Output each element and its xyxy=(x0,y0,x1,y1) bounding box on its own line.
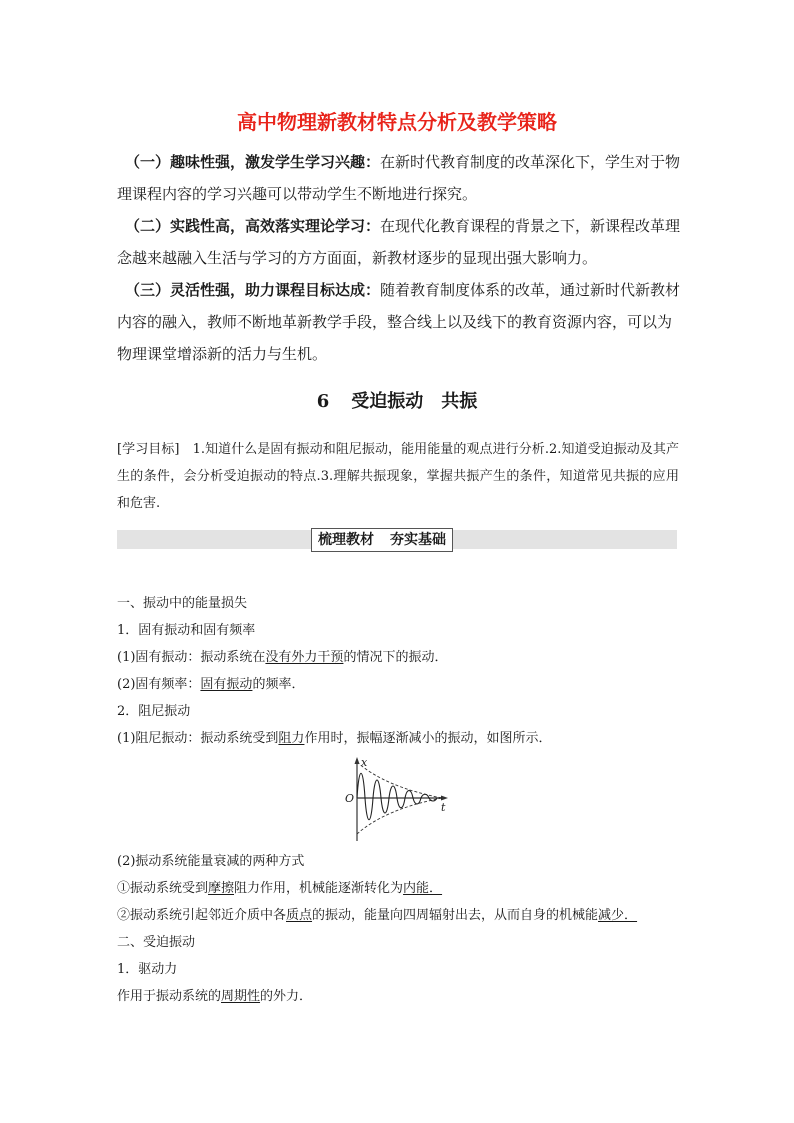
intro-paragraph-2 xyxy=(117,210,683,274)
heading-natural-vibration: 1．固有振动和固有频率 xyxy=(117,623,256,638)
lesson-heading xyxy=(0,387,794,413)
text-span: (1)阻尼振动：振动系统受到 xyxy=(117,731,279,746)
text-span: 作用时，振幅逐渐减小的振动，如图所示． xyxy=(304,731,552,746)
text-span: 的情况下的振动． xyxy=(343,650,448,665)
underlined-answer: 摩擦 xyxy=(208,881,235,896)
learning-goals: [学习目标] 1.知道什么是固有振动和阻尼振动，能用能量的观点进行分析.2.知道受迫振动及其产生的条件，会分析受迫振动的特点.3.理解共振现象，掌握共振产生的条件，知道常见共振的应用和危害. xyxy=(117,442,679,511)
heading-energy-loss: 一、振动中的能量损失 xyxy=(117,596,248,611)
line-natural-vibration xyxy=(117,648,683,668)
t-axis-arrow xyxy=(441,796,448,801)
intro-3-heading: （三）灵活性强，助力课程目标达成： xyxy=(125,281,381,299)
intro-paragraph-1 xyxy=(117,146,683,210)
t-axis-label: t xyxy=(441,801,446,814)
intro-2-heading: （二）实践性高，高效落实理论学习： xyxy=(125,217,381,235)
text-span: 的频率． xyxy=(252,677,305,692)
intro-2-text: 在现代化教育课程的背景之下，新课程改革理念越来越融入生活与学习的方方面面，新教材逐步的显现出强大影响力。 xyxy=(117,217,681,267)
lower-envelope xyxy=(357,798,442,834)
lesson-number: 6 xyxy=(316,391,330,412)
intro-1-text: 在新时代教育制度的改革深化下，学生对于物理课程内容的学习兴趣可以带动学生不断地进行探究。 xyxy=(117,153,681,203)
text-span: (1)固有振动：振动系统在 xyxy=(117,650,266,665)
underlined-answer: 固有振动 xyxy=(200,677,253,692)
underlined-answer: 内能． xyxy=(403,881,443,896)
text-span: 的外力． xyxy=(260,989,313,1004)
line-damped-vibration xyxy=(117,729,683,749)
line-radiation-damping xyxy=(117,906,683,926)
text-span: ②振动系统引起邻近介质中各 xyxy=(117,908,287,923)
text-span: 的振动，能量向四周辐射出去，从而自身的机械能 xyxy=(312,908,599,923)
text-span: ①振动系统受到 xyxy=(117,881,209,896)
lesson-title: 受迫振动 共振 xyxy=(351,391,478,412)
heading-driving-force: 1．驱动力 xyxy=(117,962,178,977)
damped-wave-curve xyxy=(357,773,442,820)
text-span: (2)固有频率： xyxy=(117,677,201,692)
intro-3-text: 随着教育制度体系的改革，通过新时代新教材内容的融入，教师不断地革新教学手段，整合线上以及线下的教育资源内容，可以为物理课堂增添新的活力与生机。 xyxy=(117,281,681,363)
section-bar-left: 梳理教材 xyxy=(318,532,374,548)
section-bar-right: 夯实基础 xyxy=(390,532,446,548)
underlined-answer: 减少． xyxy=(598,908,638,923)
intro-paragraph-3 xyxy=(117,274,683,370)
line-natural-frequency xyxy=(117,675,683,695)
underlined-answer: 周期性 xyxy=(221,989,261,1004)
section-bar-label xyxy=(311,528,453,552)
damped-oscillation-figure xyxy=(340,757,450,843)
upper-envelope xyxy=(357,762,442,798)
text-span: 作用于振动系统的 xyxy=(117,989,222,1004)
underlined-answer: 质点 xyxy=(286,908,313,923)
origin-label: O xyxy=(345,792,355,805)
heading-damped-vibration: 2．阻尼振动 xyxy=(117,704,191,719)
underlined-answer: 阻力 xyxy=(278,731,305,746)
line-driving-force xyxy=(117,987,683,1007)
line-energy-decay-ways: (2)振动系统能量衰减的两种方式 xyxy=(117,854,305,869)
document-title: 高中物理新教材特点分析及教学策略 xyxy=(237,110,557,134)
x-axis-label: x xyxy=(361,757,368,769)
line-friction-damping xyxy=(117,879,683,899)
heading-forced-vibration: 二、受迫振动 xyxy=(117,935,196,950)
intro-1-heading: （一）趣味性强，激发学生学习兴趣： xyxy=(125,153,381,171)
underlined-answer: 没有外力干预 xyxy=(265,650,344,665)
text-span: 阻力作用，机械能逐渐转化为 xyxy=(234,881,404,896)
